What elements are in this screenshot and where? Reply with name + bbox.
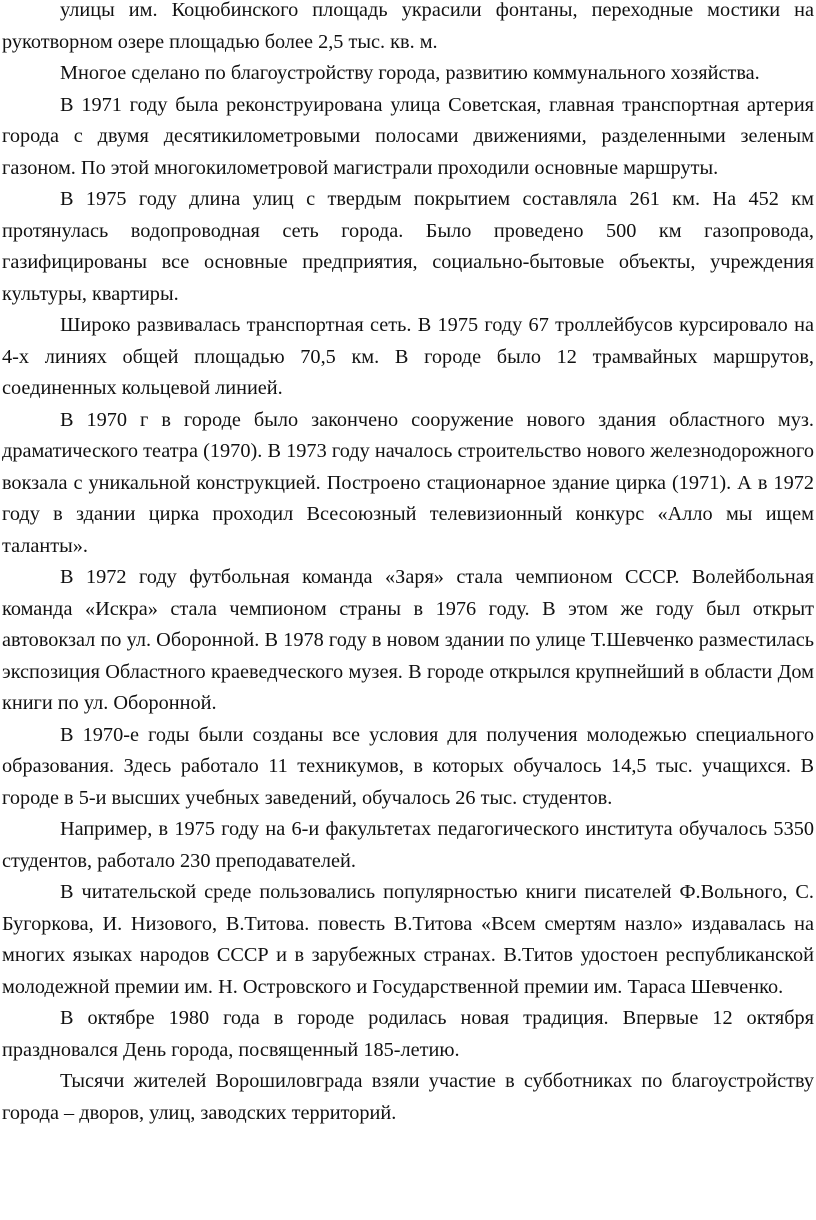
paragraph-11: В октябре 1980 года в городе родилась новая традиция. Впервые 12 октября праздновался День города, посвященный 185-летию.	[2, 1007, 814, 1061]
paragraph-10: В читательской среде пользовались популярностью книги писателей Ф.Вольного, С. Бугоркова, И. Низового, В.Титова. повесть В.Титова «Всем смертям назло» издавалась на многих языках народов СССР и в зарубежных странах. В.Титов удостоен республиканской молодежной премии им. Н. Островского и Государственной премии им. Тараса Шевченко.	[2, 881, 814, 998]
paragraph-3: В 1971 году была реконструирована улица Советская, главная транспортная артерия города с двумя десятикилометровыми полосами движениями, разделенными зеленым газоном. По этой многокилометровой магистрали проходили основные маршруты.	[2, 93, 814, 179]
paragraph-1: улицы им. Коцюбинского площадь украсили фонтаны, переходные мостики на рукотворном озере площадью более 2,5 тыс. кв. м.	[2, 0, 814, 53]
paragraph-7: В 1972 году футбольная команда «Заря» стала чемпионом СССР. Волейбольная команда «Искра» стала чемпионом страны в 1976 году. В этом же году был открыт автовокзал по ул. Оборонной. В 1978 году в новом здании по улице Т.Шевченко разместилась экспозиция Областного краеведческого музея. В городе открылся крупнейший в области Дом книги по ул. Оборонной.	[2, 566, 814, 714]
paragraph-4: В 1975 году длина улиц с твердым покрытием составляла 261 км. На 452 км протянулась водопроводная сеть города. Было проведено 500 км газопровода, газифицированы все основные предприятия, социально-бытовые объекты, учреждения культуры, квартиры.	[2, 188, 814, 305]
paragraph-6: В 1970 г в городе было закончено сооружение нового здания областного муз. драматического театра (1970). В 1973 году началось строительство нового железнодорожного вокзала с уникальной конструкцией. Построено стационарное здание цирка (1971). А в 1972 году в здании цирка проходил Всесоюзный телевизионный конкурс «Алло мы ищем таланты».	[2, 408, 814, 557]
paragraph-2: Многое сделано по благоустройству города, развитию коммунального хозяйства.	[60, 62, 760, 84]
paragraph-8: В 1970-е годы были созданы все условия для получения молодежью специального образования. Здесь работало 11 техникумов, в которых обучалось 14,5 тыс. учащихся. В городе в 5-и высших учебных заведений, обучалось 26 тыс. студентов.	[2, 723, 814, 809]
paragraph-9: Например, в 1975 году на 6-и факультетах педагогического института обучалось 5350 студентов, работало 230 преподавателей.	[2, 818, 814, 872]
paragraph-12: Тысячи жителей Ворошиловграда взяли участие в субботниках по благоустройству города – дворов, улиц, заводских территорий.	[2, 1070, 814, 1124]
paragraph-5: Широко развивалась транспортная сеть. В 1975 году 67 троллейбусов курсировало на 4-х линиях общей площадью 70,5 км. В городе было 12 трамвайных маршрутов, соединенных кольцевой линией.	[2, 314, 814, 399]
